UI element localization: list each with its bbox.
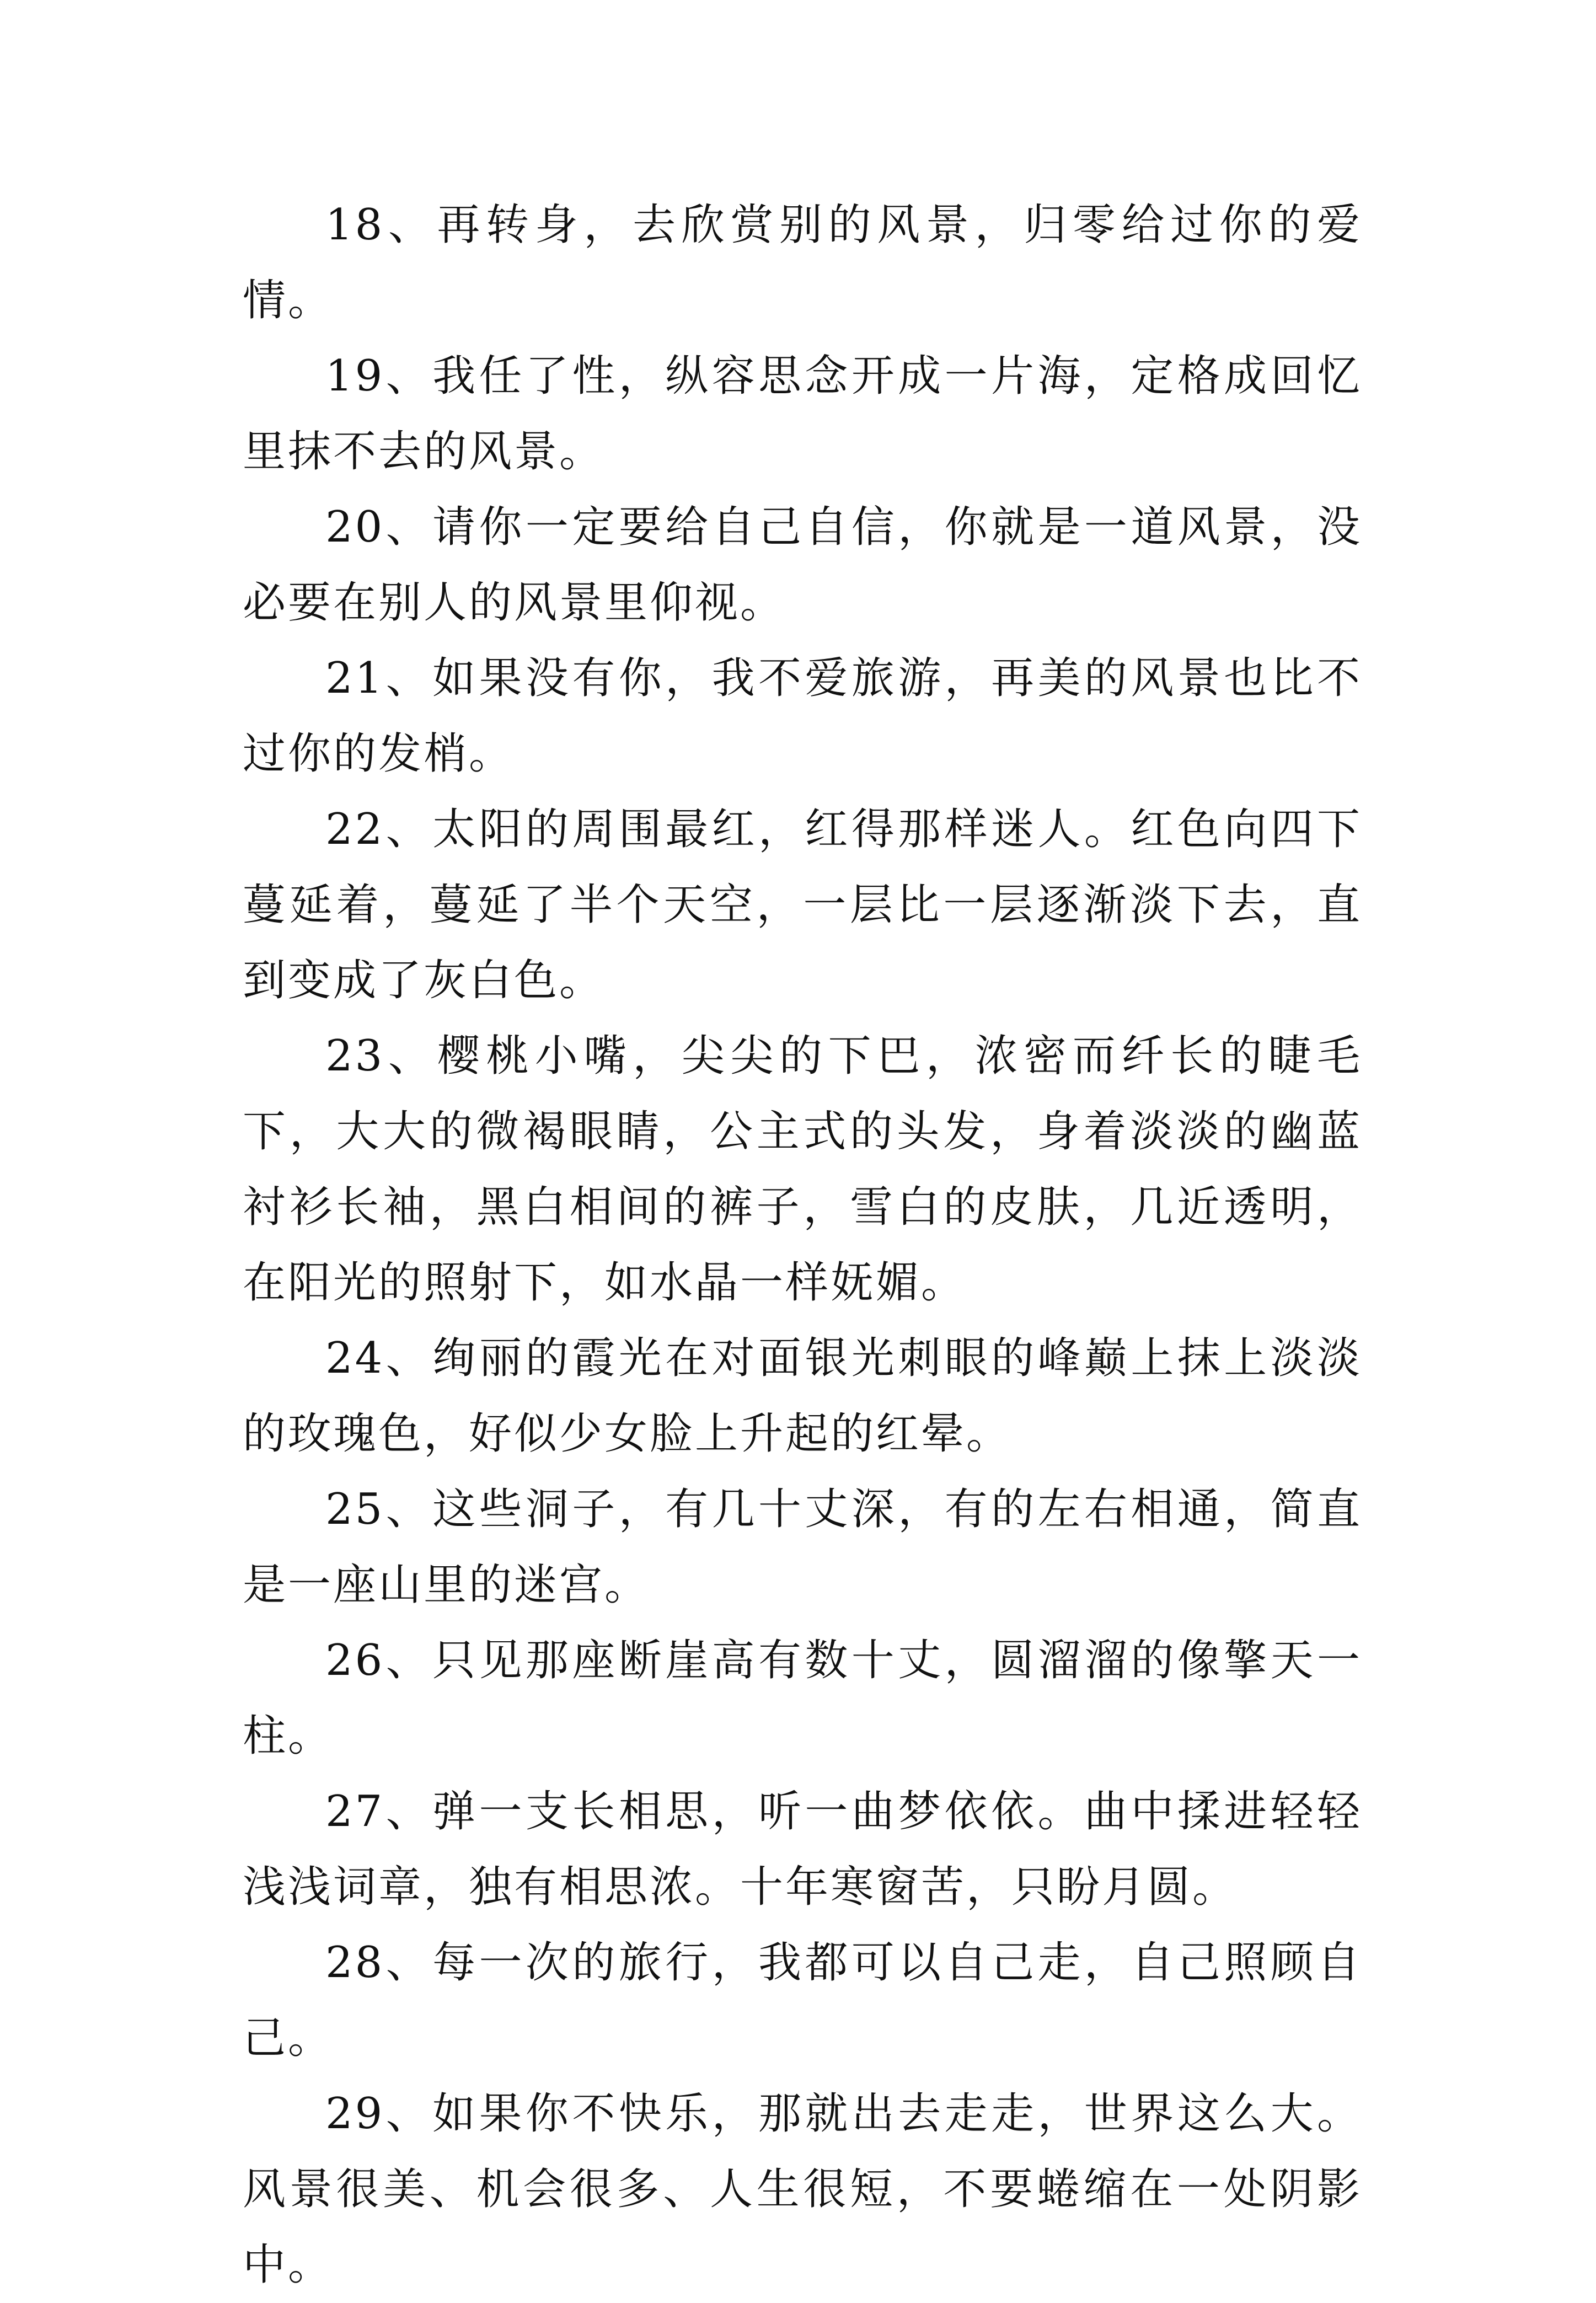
paragraph-27: 27、弹一支长相思，听一曲梦依依。曲中揉进轻轻浅浅词章，独有相思浓。十年寒窗苦，只盼月圆。 — [243, 1787, 1362, 1912]
paragraph-18: 18、再转身，去欣赏别的风景，归零给过你的爱情。 — [243, 200, 1362, 325]
paragraph-21: 21、如果没有你，我不爱旅游，再美的风景也比不过你的发梢。 — [243, 654, 1362, 779]
paragraph-24: 24、绚丽的霞光在对面银光刺眼的峰巅上抹上淡淡的玫瑰色，好似少女脸上升起的红晕。 — [243, 1333, 1362, 1459]
paragraph-22: 22、太阳的周围最红，红得那样迷人。红色向四下蔓延着，蔓延了半个天空，一层比一层逐渐淡下去，直到变成了灰白色。 — [243, 805, 1362, 1005]
paragraph-23: 23、樱桃小嘴，尖尖的下巴，浓密而纤长的睫毛下，大大的微褐眼睛，公主式的头发，身着淡淡的幽蓝衬衫长袖，黑白相间的裤子，雪白的皮肤，几近透明，在阳光的照射下，如水晶一样妩媚。 — [243, 1031, 1362, 1308]
document-body — [243, 188, 1362, 2303]
paragraph-19: 19、我任了性，纵容思念开成一片海，定格成回忆里抹不去的风景。 — [243, 351, 1362, 476]
paragraph-26: 26、只见那座断崖高有数十丈，圆溜溜的像擎天一柱。 — [243, 1636, 1362, 1761]
paragraph-28: 28、每一次的旅行，我都可以自己走，自己照顾自己。 — [243, 1938, 1362, 2063]
paragraph-29: 29、如果你不快乐，那就出去走走，世界这么大。风景很美、机会很多、人生很短，不要蜷缩在一处阴影中。 — [243, 2089, 1362, 2290]
paragraph-20: 20、请你一定要给自己自信，你就是一道风景，没必要在别人的风景里仰视。 — [243, 502, 1362, 628]
paragraph-25: 25、这些洞子，有几十丈深，有的左右相通，简直是一座山里的迷宫。 — [243, 1485, 1362, 1610]
